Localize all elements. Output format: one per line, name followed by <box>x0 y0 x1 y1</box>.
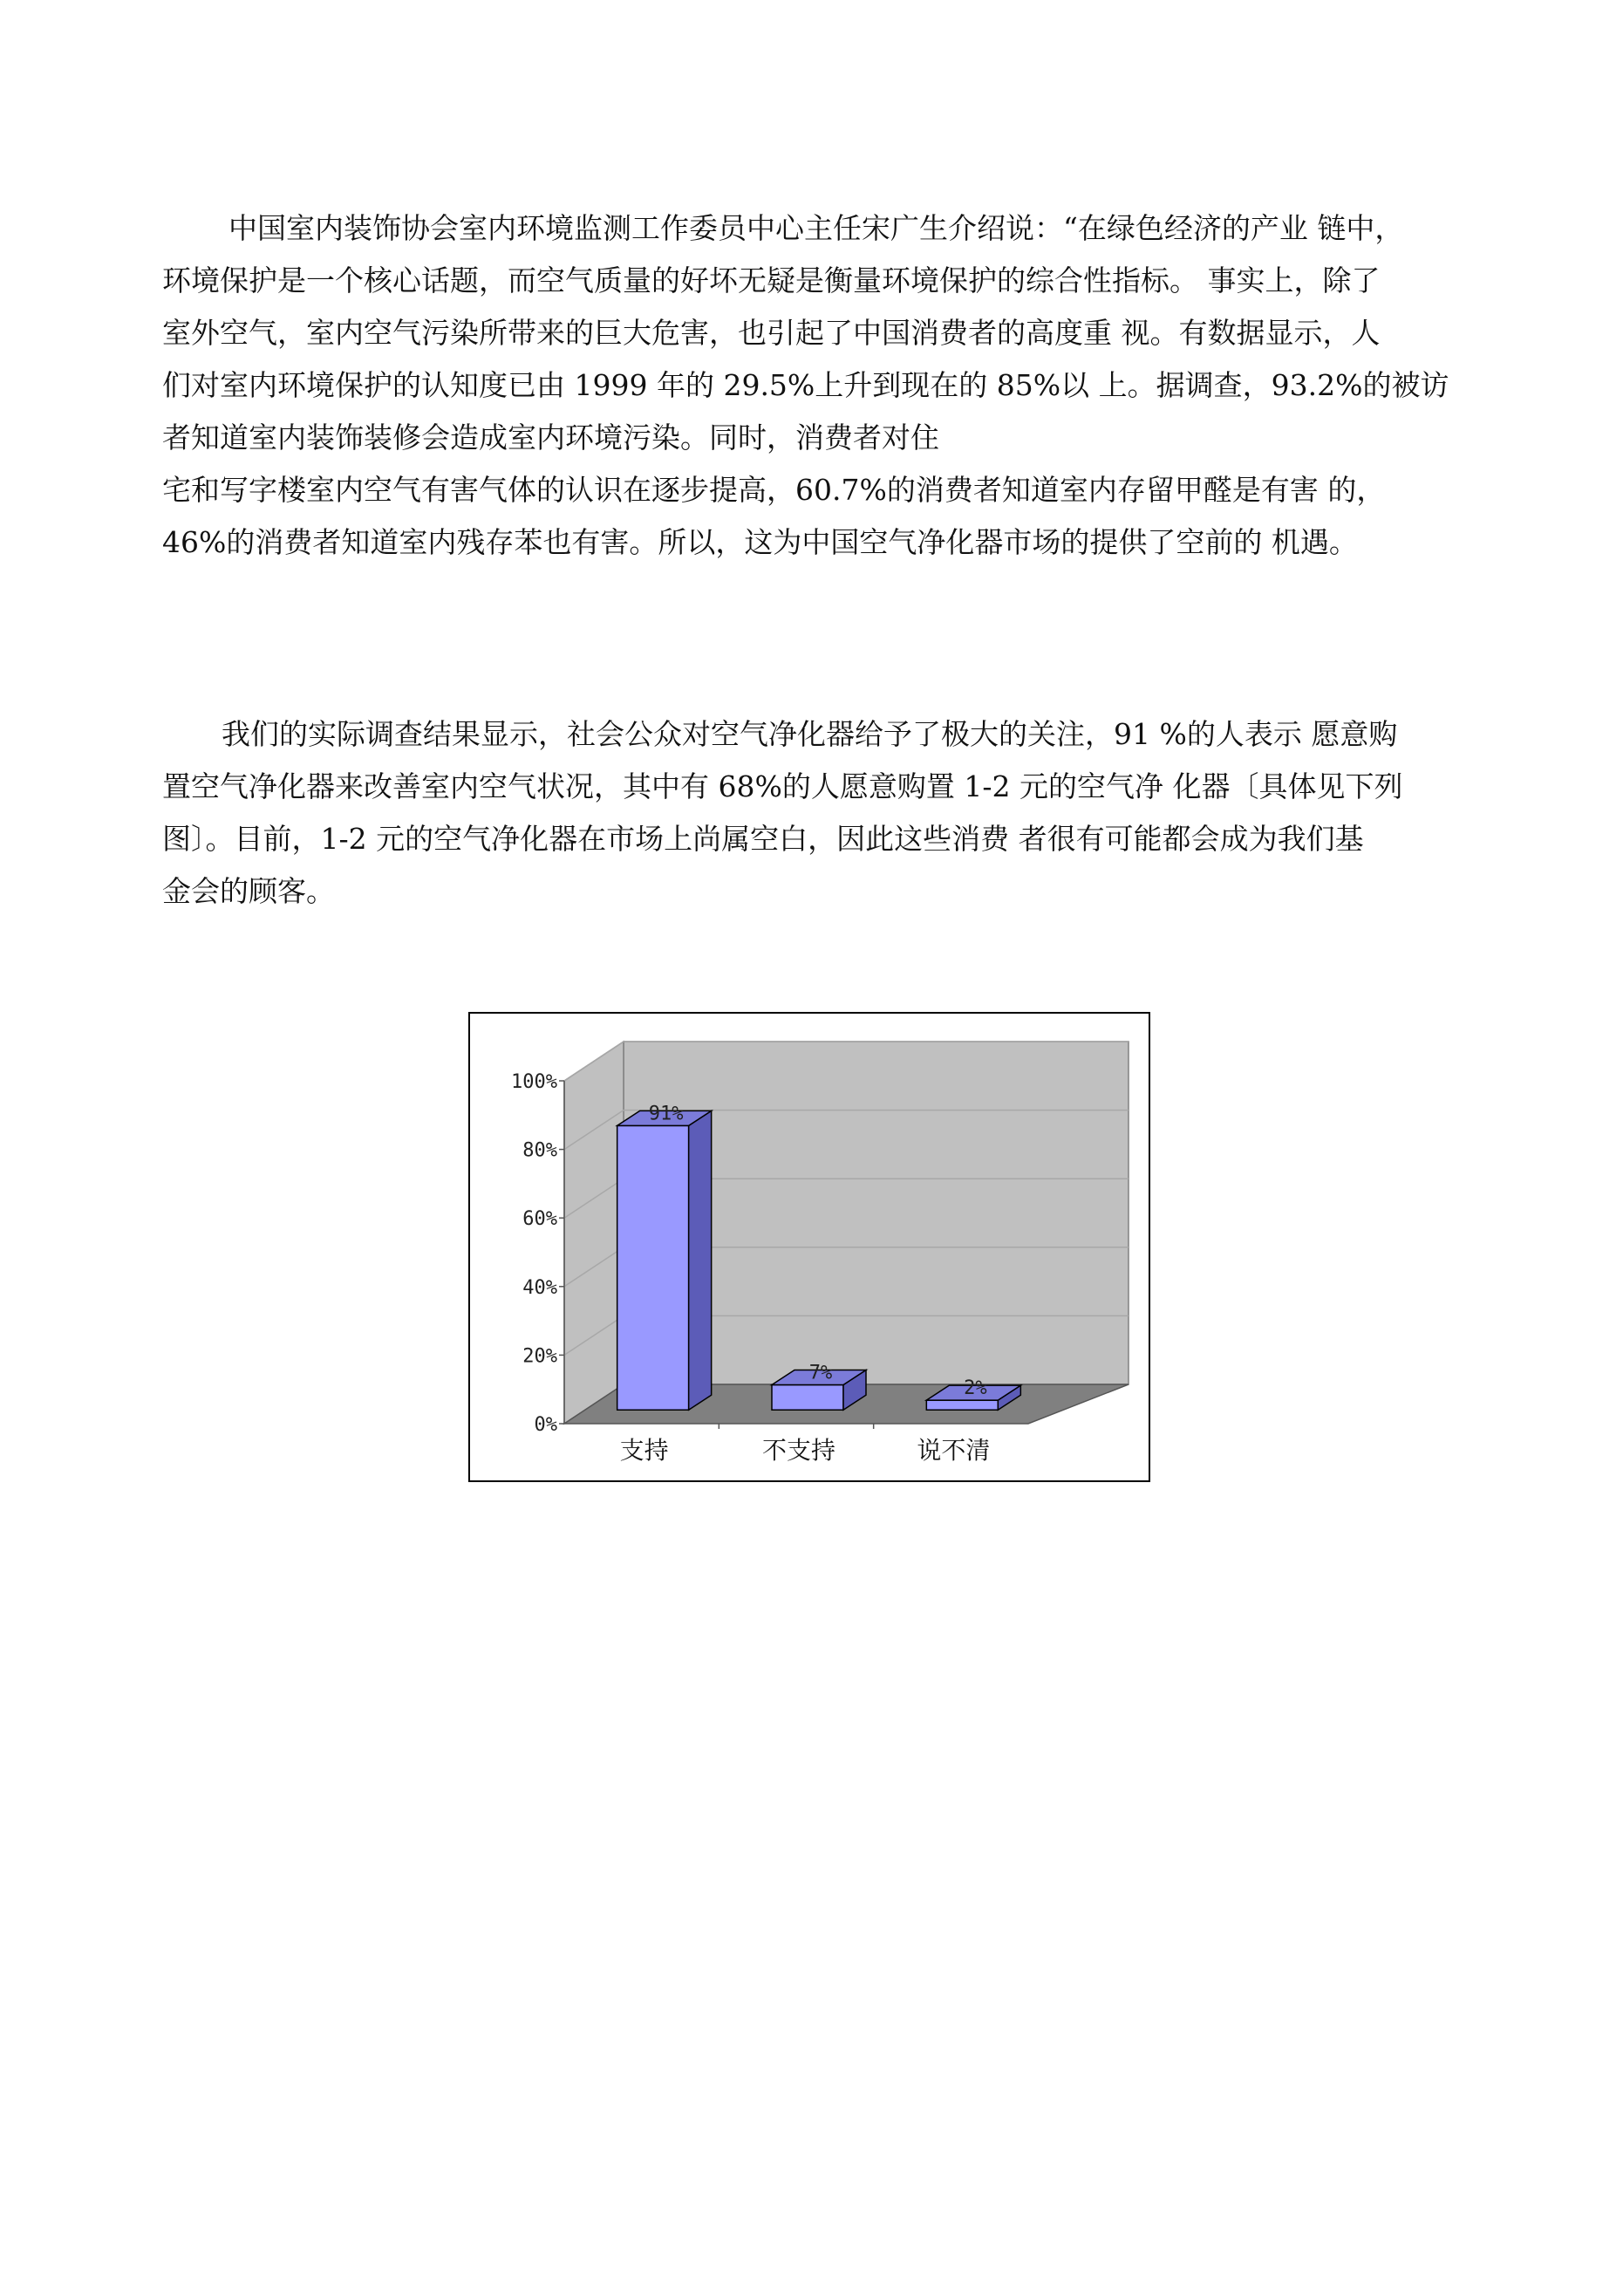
chart-y-tick-label: 80% <box>522 1139 557 1162</box>
chart-bar-side <box>689 1110 712 1410</box>
survey-chart <box>468 1012 1150 1482</box>
paragraph-line: 图〕。目前，1-2 元的空气净化器在市场上尚属空白，因此这些消费 者很有可能都会成为我们基 <box>162 822 1364 856</box>
paragraph-2 <box>162 708 1470 918</box>
chart-y-tick-label: 0% <box>534 1414 557 1436</box>
paragraph-line: 宅和写字楼室内空气有害气体的认识在逐步提高，60.7%的消费者知道室内存留甲醛是有害 的， <box>162 473 1386 507</box>
chart-y-tick-label: 100% <box>511 1071 557 1093</box>
chart-y-tick-label: 60% <box>522 1208 557 1231</box>
paragraph-line: 环境保护是一个核心话题，而空气质量的好坏无疑是衡量环境保护的综合性指标。 事实上，除了 <box>162 263 1381 297</box>
survey-chart-svg <box>470 1014 1149 1480</box>
paragraph-line: 者知道室内装饰装修会造成室内环境污染。同时，消费者对住 <box>162 420 939 454</box>
chart-value-label: 2% <box>964 1377 987 1400</box>
paragraph-line: 金会的顾客。 <box>162 874 335 908</box>
chart-value-label: 7% <box>808 1362 833 1384</box>
paragraph-1 <box>162 202 1470 569</box>
chart-value-label: 91% <box>648 1103 684 1125</box>
chart-bar <box>772 1384 843 1410</box>
paragraph-line: 置空气净化器来改善室内空气状况，其中有 68%的人愿意购置 1-2 元的空气净 化器〔具体见下列 <box>162 769 1403 803</box>
chart-category-label: 说不清 <box>917 1436 991 1465</box>
paragraph-line: 们对室内环境保护的认知度已由 1999 年的 29.5%上升到现在的 85%以 上。据调查，93.2%的被访 <box>162 368 1449 402</box>
chart-y-tick-label: 40% <box>522 1276 557 1299</box>
paragraph-line: 室外空气，室内空气污染所带来的巨大危害，也引起了中国消费者的高度重 视。有数据显示，人 <box>162 316 1381 350</box>
chart-y-tick-label: 20% <box>522 1345 557 1368</box>
paragraph-line: 46%的消费者知道室内残存苯也有害。所以，这为中国空气净化器市场的提供了空前的 机遇。 <box>162 525 1358 559</box>
chart-category-label: 不支持 <box>761 1436 836 1465</box>
chart-bar <box>617 1125 689 1410</box>
paragraph-line: 我们的实际调查结果显示，社会公众对空气净化器给予了极大的关注，91 %的人表示 愿意购 <box>222 717 1398 751</box>
chart-category-label: 支持 <box>619 1436 669 1465</box>
chart-bar <box>926 1400 998 1410</box>
chart-side-wall <box>564 1042 624 1424</box>
paragraph-line: 中国室内装饰协会室内环境监测工作委员中心主任宋广生介绍说：“在绿色经济的产业 链中， <box>228 211 1404 245</box>
